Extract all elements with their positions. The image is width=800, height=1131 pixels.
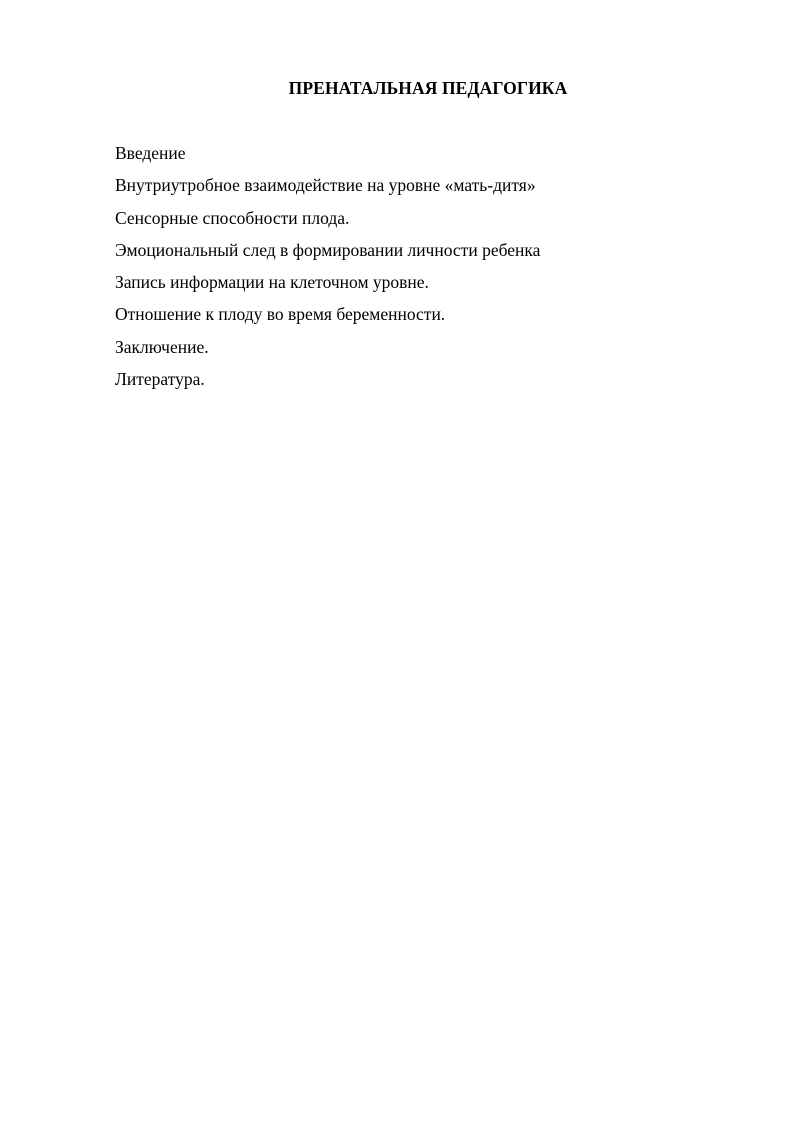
toc-item-conclusion: Заключение. bbox=[115, 336, 209, 357]
toc-item-fetal-sensory-abilities: Сенсорные способности плода. bbox=[115, 207, 350, 228]
toc-item-emotional-trace: Эмоциональный след в формировании личности ребенка bbox=[115, 239, 541, 260]
toc-item-attitude-to-fetus: Отношение к плоду во время беременности. bbox=[115, 304, 446, 325]
toc-item-literature: Литература. bbox=[115, 369, 205, 390]
toc-item-introduction: Введение bbox=[115, 143, 186, 163]
table-of-contents bbox=[115, 142, 540, 400]
toc-item-cellular-information: Запись информации на клеточном уровне. bbox=[115, 272, 429, 293]
toc-item-mother-child-interaction: Внутриутробное взаимодействие на уровне «мать-дитя» bbox=[115, 175, 536, 196]
page-title: ПРЕНАТАЛЬНАЯ ПЕДАГОГИКА bbox=[288, 78, 568, 98]
